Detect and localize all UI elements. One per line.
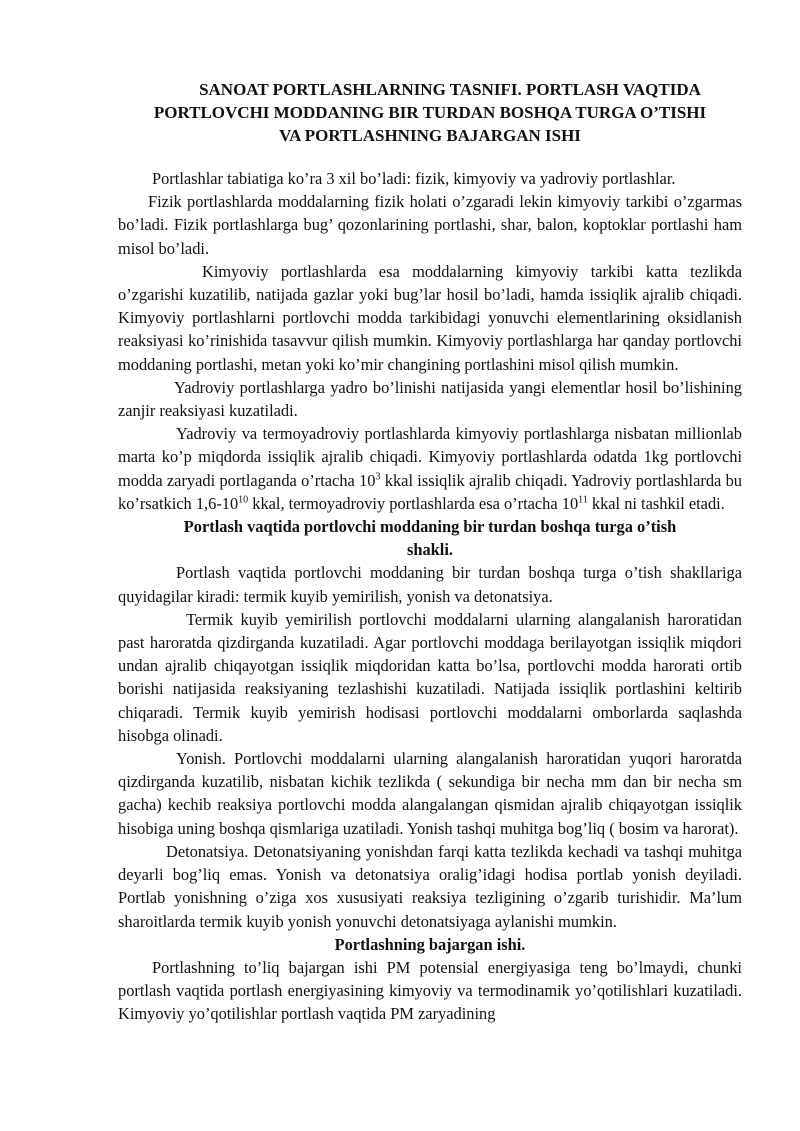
subheading-explosion-work: Portlashning bajargan ishi. bbox=[334, 934, 526, 954]
paragraph-transition-forms: Portlash vaqtida portlovchi moddaning bir turdan boshqa turga o’tish shakllariga quyidagilar kiradi: termik kuyib yemirilish, yonish va detonatsiya. bbox=[118, 563, 742, 606]
document-page bbox=[118, 78, 742, 1026]
p5-exponent-c: 11 bbox=[578, 494, 588, 506]
title-line-3: VA PORTLASHNING BAJARGAN ISHI bbox=[279, 126, 581, 145]
subheading-transition-line-1: Portlash vaqtida portlovchi moddaning bir turdan boshqa turga o’tish bbox=[183, 517, 677, 537]
paragraph-physical-explosions: Fizik portlashlarda moddalarning fizik holati o’zgaradi lekin kimyoviy tarkibi o’zgarmas bo’ladi. Fizik portlashlarga bug’ qozonlarining portlashi, shar, balon, koptoklar portlashi ham misol bo’ladi. bbox=[118, 192, 742, 258]
p5-text-d: kkal ni tashkil etadi. bbox=[587, 493, 725, 513]
paragraph-chemical-explosions: Kimyoviy portlashlarda esa moddalarning kimyoviy tarkibi katta tezlikda o’zgarishi kuzatilib, natijada gazlar yoki bug’lar hosil bo’ladi, hamda issiqlik ajralib chiqadi. Kimyoviy portlashlarni portlovchi modda tarkibidagi yonuvchi elementlarining oksidlanish reaksiyasi ko’rinishida tasavvur qilish mumkin. Kimyoviy portlashlarga har qanday portlovchi moddaning portlashi, metan yoki ko’mir changining portlashini misol qilish mumkin. bbox=[118, 261, 742, 374]
p5-text-b: kkal issiqlik ajralib chiqadi. Yadroviy portlashlarda bu ko’rsatkich 1,6-10 bbox=[118, 470, 742, 513]
paragraph-explosion-work: Portlashning to’liq bajargan ishi PM potensial energiyasiga teng bo’lmaydi, chunki portlash vaqtida portlash energiyasining kimyoviy va termodinamik yo’qotilishlari kuzatiladi. Kimyoviy yo’qotilishlar portlash vaqtida PM zaryadining bbox=[118, 957, 742, 1024]
document-title bbox=[118, 78, 742, 147]
subheading-transition-forms bbox=[118, 515, 742, 561]
title-line-2: PORTLOVCHI MODDANING BIR TURDAN BOSHQA TURGA O’TISHI bbox=[153, 103, 707, 122]
paragraph-detonation: Detonatsiya. Detonatsiyaning yonishdan farqi katta tezlikda kechadi va tashqi muhitga deyarli bog’liq emas. Yonish va detonatsiya oralig’idagi hodisa portlab yonish deyiladi. Portlab yonishning o’ziga xos xususiyati reaksiya tezligining o’zgarib turishidir. Ma’lum sharoitlarda termik kuyib yonish yonuvchi detonatsiyaga aylanishi mumkin. bbox=[118, 841, 742, 931]
title-line-1: SANOAT PORTLASHLARNING TASNIFI. PORTLASH VAQTIDA bbox=[199, 80, 701, 99]
p5-text-a: Yadroviy va termoyadroviy portlashlarda kimyoviy portlashlarga nisbatan millionlab marta ko’p miqdorda issiqlik ajralib chiqadi. Kimyoviy portlashlarda odatda 1kg portlovchi modda zaryadi portlaganda o’rtacha 10 bbox=[118, 424, 742, 490]
paragraph-thermal-decomposition: Termik kuyib yemirilish portlovchi moddalarni ularning alangalanish haroratidan past haroratda qizdirganda kuzatiladi. Agar portlovchi moddaga berilayotgan issiqlik miqdori undan ajralib chiqayotgan issiqlik miqdoridan katta bo’lsa, portlovchi modda harorati ortib borishi natijasida reaksiyaning tezlashishi kuzatiladi. Natijada issiqlik portlashini keltirib chiqaradi. Termik kuyib yemirish hodisasi portlovchi moddalarni omborlarda saqlashda hisobga olinadi. bbox=[118, 609, 742, 745]
paragraph-nuclear-explosions: Yadroviy portlashlarga yadro bo’linishi natijasida yangi elementlar hosil bo’lishining zanjir reaksiyasi kuzatiladi. bbox=[118, 377, 742, 421]
p5-exponent-b: 10 bbox=[238, 494, 249, 506]
paragraph-explosion-types: Portlashlar tabiatiga ko’ra 3 xil bo’ladi: fizik, kimyoviy va yadroviy portlashlar. bbox=[152, 169, 676, 188]
paragraph-thermonuclear-comparison bbox=[118, 422, 742, 515]
p5-exponent-a: 3 bbox=[375, 471, 381, 483]
subheading-transition-line-2: shakli. bbox=[406, 540, 453, 560]
p5-text-c: kkal, termoyadroviy portlashlarda esa o’rtacha 10 bbox=[248, 493, 579, 513]
paragraph-combustion: Yonish. Portlovchi moddalarni ularning alangalanish haroratidan yuqori haroratda qizdirganda kuzatilib, nisbatan kichik tezlikda ( sekundiga bir necha mm dan bir necha sm gacha) kechib reaksiya portlovchi modda alangalangan qismidan ajralib chiqayotgan issiqlik hisobiga uning boshqa qismlariga uzatiladi. Yonish tashqi muhitga bog’liq ( bosim va harorat). bbox=[118, 749, 742, 838]
